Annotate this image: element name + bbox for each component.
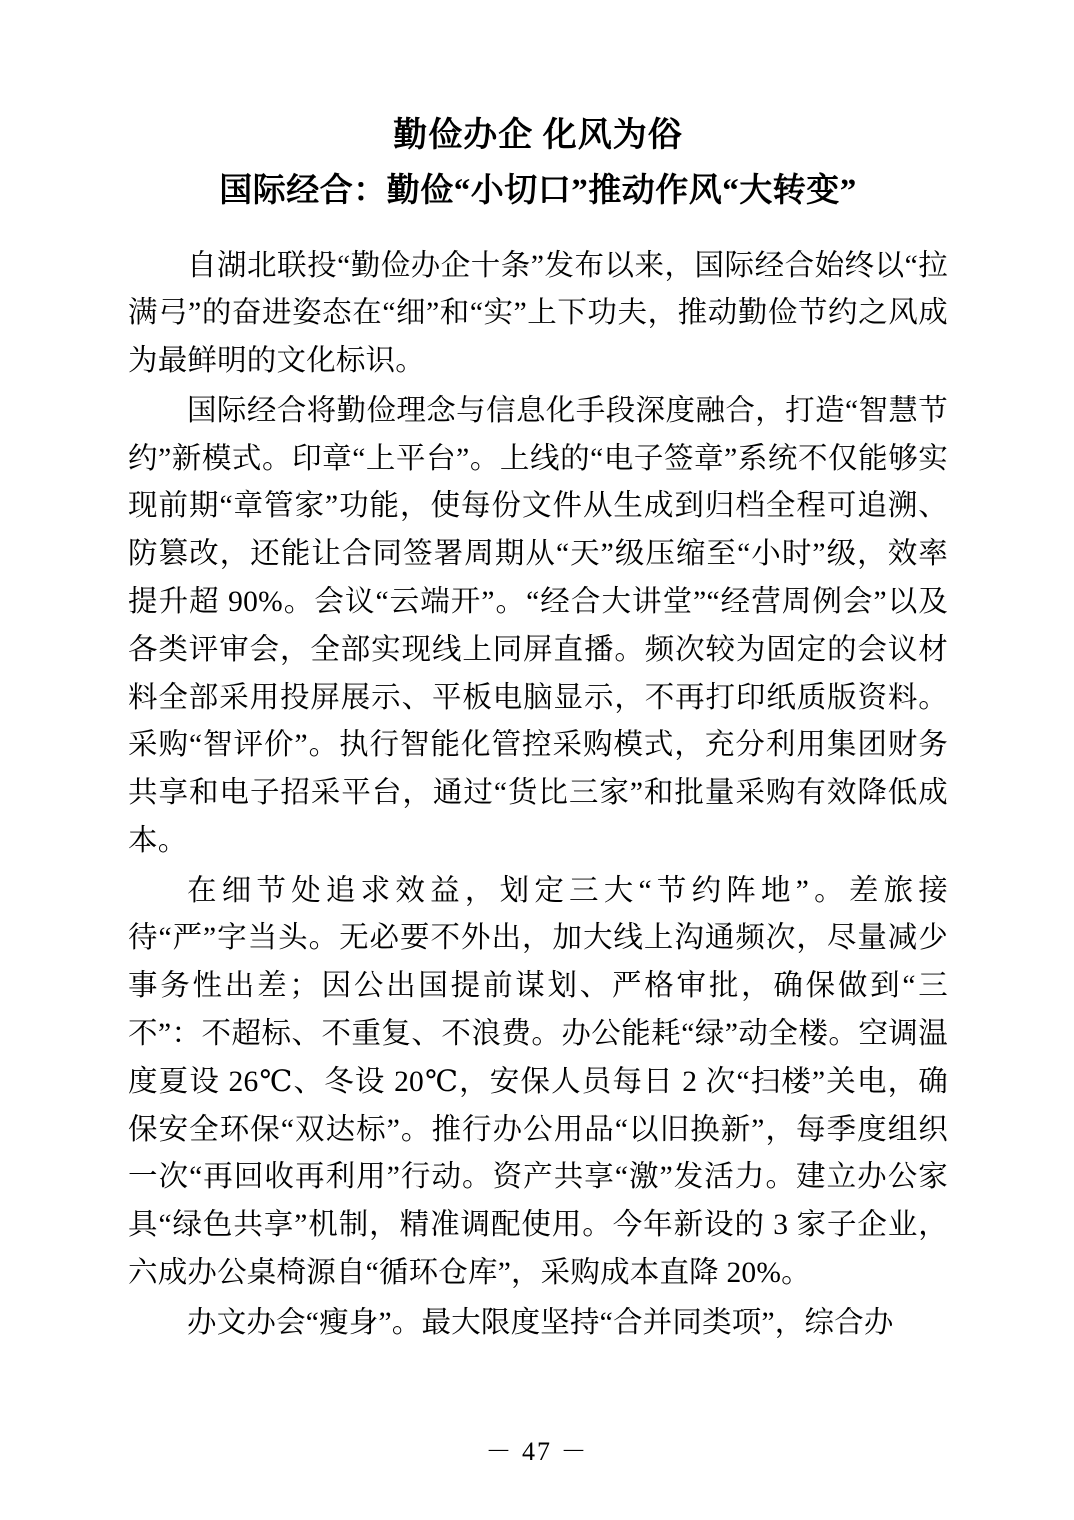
paragraph-1: 自湖北联投“勤俭办企十条”发布以来，国际经合始终以“拉满弓”的奋进姿态在“细”和“实”上下功夫，推动勤俭节约之风成为最鲜明的文化标识。 <box>128 249 948 378</box>
paragraph-4: 办文办会“瘦身”。最大限度坚持“合并同类项”，综合办 <box>187 1306 894 1339</box>
paragraph-3: 在细节处追求效益，划定三大“节约阵地”。差旅接待“严”字当头。无必要不外出，加大线上沟通频次，尽量减少事务性出差；因公出国提前谋划、严格审批，确保做到“三不”：不超标、不重复、不浪费。办公能耗“绿”动全楼。空调温度夏设 26℃、冬设 20℃，安保人员每日 2 次“扫楼”关电，确保安全环保“双达标”。推行办公用品“以旧换新”，每季度组织一次“再回收再利用”行动。资产共享“激”发活力。建立办公家具“绿色共享”机制，精准调配使用。今年新设的 3 家子企业，六成办公桌椅源自“循环仓库”，采购成本直降 20%。 <box>128 874 948 1289</box>
paragraph-2: 国际经合将勤俭理念与信息化手段深度融合，打造“智慧节约”新模式。印章“上平台”。上线的“电子签章”系统不仅能够实现前期“章管家”功能，使每份文件从生成到归档全程可追溯、防篡改，还能让合同签署周期从“天”级压缩至“小时”级，效率提升超 90%。会议“云端开”。“经合大讲堂”“经营周例会”以及各类评审会，全部实现线上同屏直播。频次较为固定的会议材料全部采用投屏展示、平板电脑显示，不再打印纸质版资料。采购“智评价”。执行智能化管控采购模式，充分利用集团财务共享和电子招采平台，通过“货比三家”和批量采购有效降低成本。 <box>128 394 948 857</box>
title-line-1: 勤俭办企 化风为俗 <box>393 117 683 154</box>
page-content <box>128 110 948 1349</box>
page-number: － 47 － <box>485 1437 589 1466</box>
article-title <box>128 110 948 217</box>
title-line-2: 国际经合：勤俭“小切口”推动作风“大转变” <box>219 173 857 209</box>
